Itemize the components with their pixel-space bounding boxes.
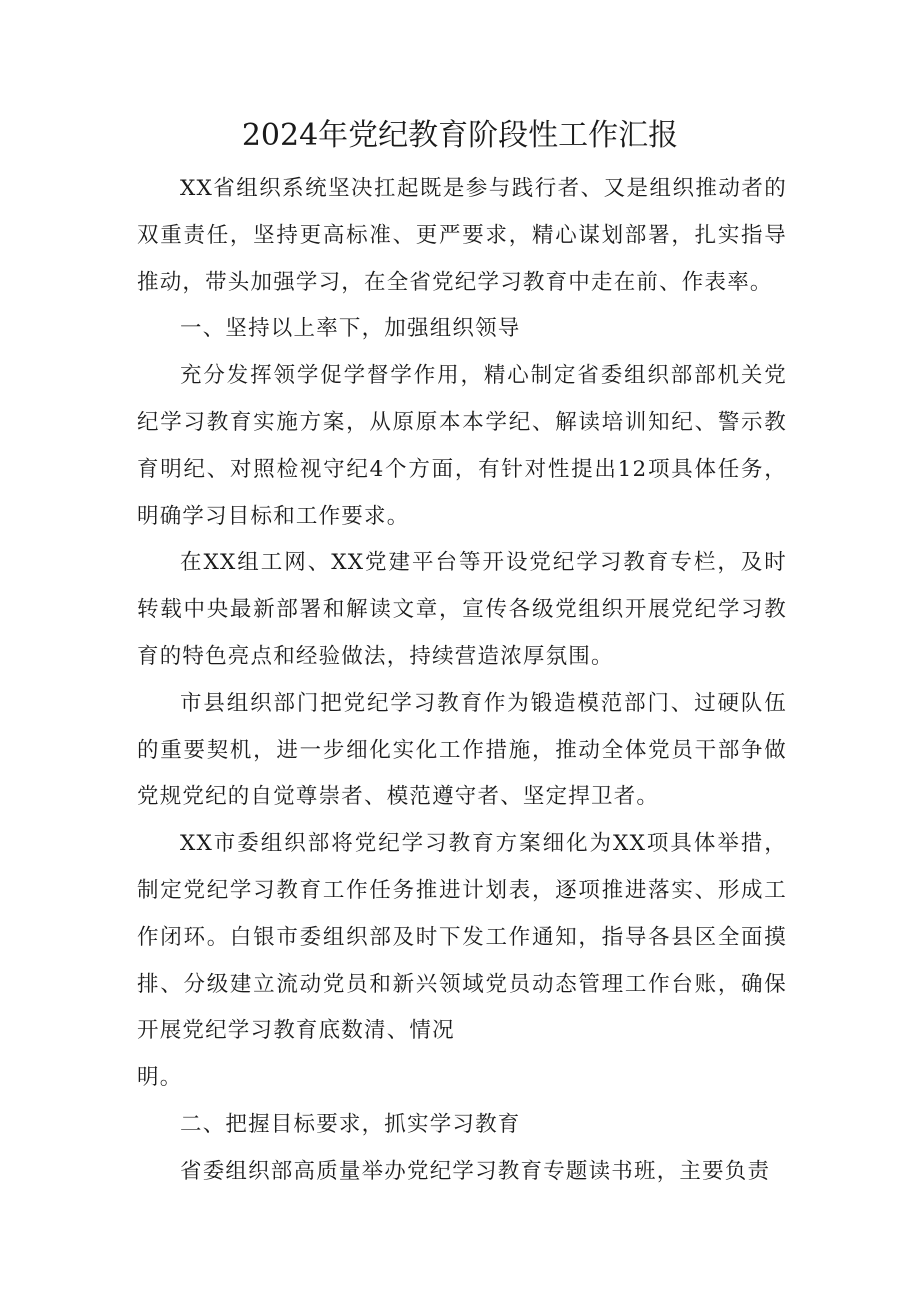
section-1-paragraph-2: 在XX组工网、XX党建平台等开设党纪学习教育专栏，及时转载中央最新部署和解读文章，宣传各级党组织开展党纪学习教育的特色亮点和经验做法，持续营造浓厚氛围。 [137, 550, 787, 669]
section-1-paragraph-1: 充分发挥领学促学督学作用，精心制定省委组织部部机关党纪学习教育实施方案，从原原本本学纪、解读培训知纪、警示教育明纪、对照检视守纪4个方面，有针对性提出12项具体任务，明确学习目标和工作要求。 [137, 363, 787, 529]
section-2-heading: 二、把握目标要求，抓实学习教育 [180, 1111, 521, 1137]
section-1-paragraph-4-text: XX市委组织部将党纪学习教育方案细化为XX项具体举措，制定党纪学习教育工作任务推进计划表，逐项推进落实、形成工作闭环。白银市委组织部及时下发工作通知，指导各县区全面摸排、分级建立流动党员和新兴领域党员动态管理工作台账，确保开展党纪学习教育底数清、情况 [137, 831, 787, 1044]
section-1-paragraph-4-tail: 明。 [137, 1065, 183, 1091]
intro-paragraph: XX省组织系统坚决扛起既是参与践行者、又是组织推动者的双重责任，坚持更高标准、更严要求，精心谋划部署，扎实指导推动，带头加强学习，在全省党纪学习教育中走在前、作表率。 [137, 176, 787, 295]
document-title: 2024年党纪教育阶段性工作汇报 [241, 118, 679, 153]
document-body [137, 166, 787, 1196]
section-1-paragraph-3: 市县组织部门把党纪学习教育作为锻造模范部门、过硬队伍的重要契机，进一步细化实化工作措施，推动全体党员干部争做党规党纪的自觉尊崇者、模范遵守者、坚定捍卫者。 [137, 690, 787, 810]
section-1-heading: 一、坚持以上率下，加强组织领导 [180, 316, 521, 342]
section-1-paragraph-4 [137, 821, 787, 1102]
section-2-paragraph-1: 省委组织部高质量举办党纪学习教育专题读书班，主要负责 [180, 1158, 771, 1184]
